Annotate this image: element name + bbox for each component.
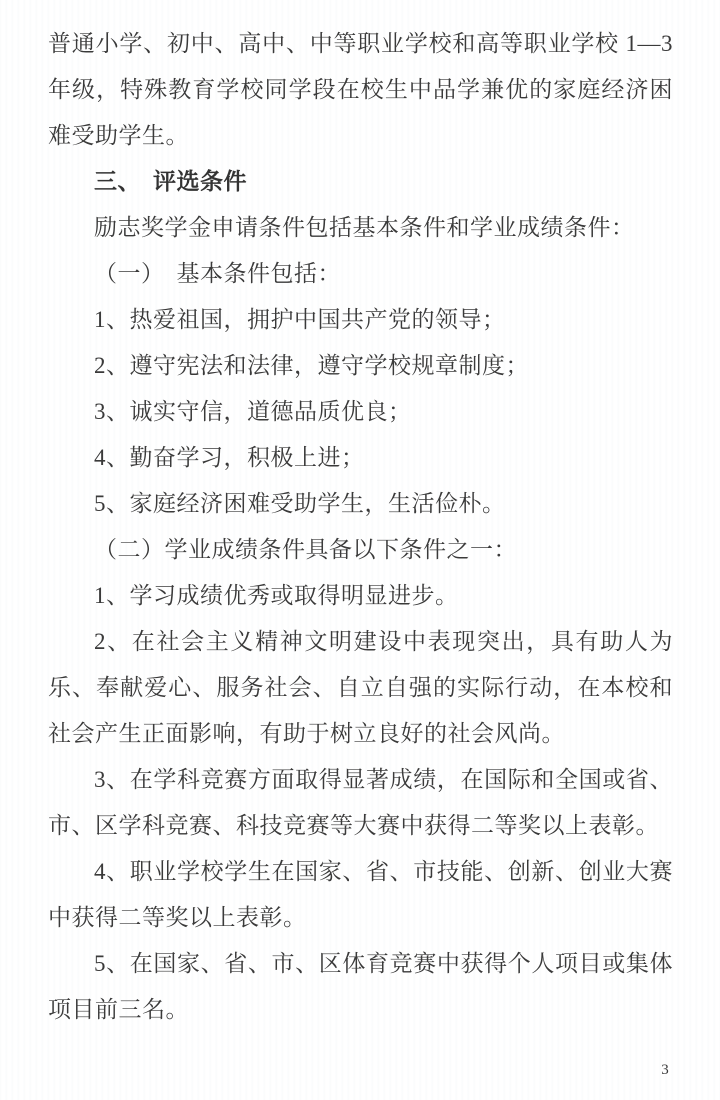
- paragraph: 2、遵守宪法和法律，遵守学校规章制度；: [94, 353, 529, 378]
- paragraph: 1、学习成绩优秀或取得明显进步。: [94, 583, 459, 608]
- paragraph: 3、诚实守信，道德品质优良；: [94, 399, 412, 424]
- paragraph: 5、家庭经济困难受助学生，生活俭朴。: [94, 491, 506, 516]
- paragraph: 普通小学、初中、高中、中等职业学校和高等职业学校 1—3 年级，特殊教育学校同学段在校生中品学兼优的家庭经济困难受助学生。: [48, 31, 673, 148]
- paragraph: （一） 基本条件包括：: [94, 261, 341, 286]
- paragraph: 2、在社会主义精神文明建设中表现突出，具有助人为乐、奉献爱心、服务社会、自立自强的实际行动，在本校和社会产生正面影响，有助于树立良好的社会风尚。: [48, 629, 673, 746]
- paragraph: 4、职业学校学生在国家、省、市技能、创新、创业大赛中获得二等奖以上表彰。: [48, 859, 673, 930]
- paragraph: 4、勤奋学习，积极上进；: [94, 445, 365, 470]
- paragraph: 1、热爱祖国，拥护中国共产党的领导；: [94, 307, 506, 332]
- document-content: [48, 21, 673, 1033]
- section-heading: 三、 评选条件: [94, 169, 247, 194]
- paragraph: 3、在学科竞赛方面取得显著成绩，在国际和全国或省、市、区学科竞赛、科技竞赛等大赛中获得二等奖以上表彰。: [48, 767, 673, 838]
- paragraph: （二）学业成绩条件具备以下条件之一：: [94, 537, 517, 562]
- page-number: 3: [661, 1062, 669, 1078]
- paragraph: 5、在国家、省、市、区体育竞赛中获得个人项目或集体项目前三名。: [48, 951, 673, 1022]
- paragraph: 励志奖学金申请条件包括基本条件和学业成绩条件：: [94, 215, 635, 240]
